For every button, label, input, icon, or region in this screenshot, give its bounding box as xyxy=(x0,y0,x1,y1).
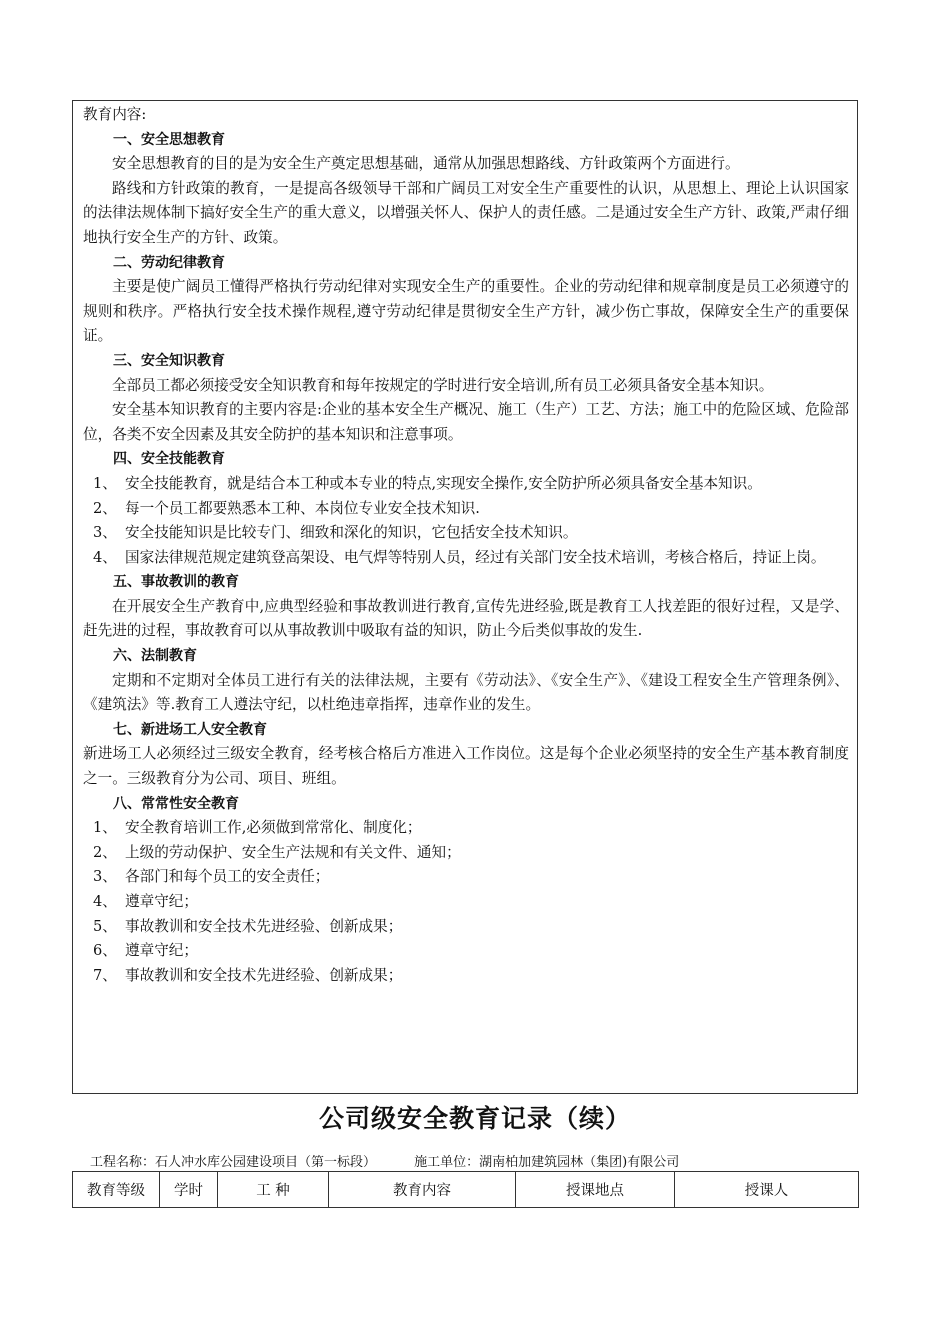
list-item: 5、 事故教训和安全技术先进经验、创新成果； xyxy=(93,917,403,935)
header-cell-hours: 学时 xyxy=(160,1172,218,1208)
section-8-title: 八、常常性安全教育 xyxy=(113,795,239,812)
section-3-paragraph: 安全基本知识教育的主要内容是:企业的基本安全生产概况、施工（生产）工艺、方法；施工中的危险区域、危险部位，各类不安全因素及其安全防护的基本知识和注意事项。 xyxy=(83,401,849,443)
section-7-title: 七、新进场工人安全教育 xyxy=(113,721,267,738)
section-6-paragraph: 定期和不定期对全体员工进行有关的法律法规，主要有《劳动法》、《安全生产》、《建设工程安全生产管理条例》、《建筑法》等.教育工人遵法守纪，以杜绝违章指挥，违章作业的发生。 xyxy=(83,671,849,714)
section-3-paragraph: 全部员工都必须接受安全知识教育和每年按规定的学时进行安全培训,所有员工必须具备安全基本知识。 xyxy=(112,376,774,394)
section-2-paragraph: 主要是使广阔员工懂得严格执行劳动纪律对实现安全生产的重要性。企业的劳动纪律和规章制度是员工必须遵守的规则和秩序。严格执行安全技术操作规程,遵守劳动纪律是贯彻安全生产方针，减少伤亡事故，保障安全生产的重要保证。 xyxy=(83,278,849,345)
section-6-title: 六、法制教育 xyxy=(113,648,197,665)
section-2-title: 二、劳动纪律教育 xyxy=(113,254,225,271)
list-item: 1、 安全教育培训工作,必须做到常常化、制度化； xyxy=(93,819,422,837)
section-1-paragraph: 路线和方针政策的教育，一是提高各级领导干部和广阔员工对安全生产重要性的认识，从思想上、理论上认识国家的法律法规体制下搞好安全生产的重大意义，以增强关怀人、保护人的责任感。二是通过安全生产方针、政策,严肃仔细地执行安全生产的方针、政策。 xyxy=(83,179,849,246)
section-3-title: 三、安全知识教育 xyxy=(113,352,225,369)
section-7-paragraph: 新进场工人必须经过三级安全教育，经考核合格后方准进入工作岗位。这是每个企业必须坚持的安全生产基本教育制度之一。三级教育分为公司、项目、班组。 xyxy=(83,745,849,788)
section-5-title: 五、事故教训的教育 xyxy=(113,574,239,591)
page-title: 公司级安全教育记录（续） xyxy=(318,1104,631,1133)
table-row xyxy=(73,1172,859,1208)
list-item: 4、 国家法律规范规定建筑登高架设、电气焊等特别人员，经过有关部门安全技术培训，考核合格后，持证上岗。 xyxy=(93,548,826,566)
header-cell-location: 授课地点 xyxy=(516,1172,675,1208)
list-item: 2、 每一个员工都要熟悉本工种、本岗位专业安全技术知识. xyxy=(93,499,480,517)
education-content-box xyxy=(72,100,858,1094)
header-cell-content: 教育内容 xyxy=(329,1172,516,1208)
section-4-title: 四、安全技能教育 xyxy=(113,451,225,468)
section-1-title: 一、安全思想教育 xyxy=(113,131,225,148)
header-cell-level: 教育等级 xyxy=(73,1172,160,1208)
list-item: 4、 遵章守纪； xyxy=(93,893,198,910)
project-meta xyxy=(90,1151,713,1170)
list-item: 3、 安全技能知识是比较专门、细致和深化的知识，它包括安全技术知识。 xyxy=(93,524,578,542)
header-cell-instructor: 授课人 xyxy=(675,1172,859,1208)
section-5-paragraph: 在开展安全生产教育中,应典型经验和事故教训进行教育,宣传先进经验,既是教育工人找差距的很好过程，又是学、赶先进的过程，事故教育可以从事故教训中吸取有益的知识，防止今后类似事故的发生. xyxy=(83,597,849,640)
section-1-paragraph: 安全思想教育的目的是为安全生产奠定思想基础，通常从加强思想路线、方针政策两个方面进行。 xyxy=(112,155,740,173)
record-table-header xyxy=(72,1171,859,1208)
list-item: 6、 遵章守纪； xyxy=(93,942,198,960)
contractor-name: 施工单位：湖南柏加建筑园林（集团)有限公司 xyxy=(414,1155,680,1170)
content-label: 教育内容: xyxy=(83,106,147,123)
header-cell-trade: 工 种 xyxy=(218,1172,329,1208)
education-content xyxy=(83,103,849,988)
project-name: 工程名称：石人冲水库公园建设项目（第一标段） xyxy=(90,1155,377,1170)
list-item: 2、 上级的劳动保护、安全生产法规和有关文件、通知； xyxy=(93,843,461,861)
list-item: 3、 各部门和每个员工的安全责任； xyxy=(93,868,330,886)
list-item: 1、 安全技能教育，就是结合本工种或本专业的特点,实现安全操作,安全防护所必须具备安全基本知识。 xyxy=(93,474,762,492)
list-item: 7、 事故教训和安全技术先进经验、创新成果； xyxy=(93,966,403,984)
